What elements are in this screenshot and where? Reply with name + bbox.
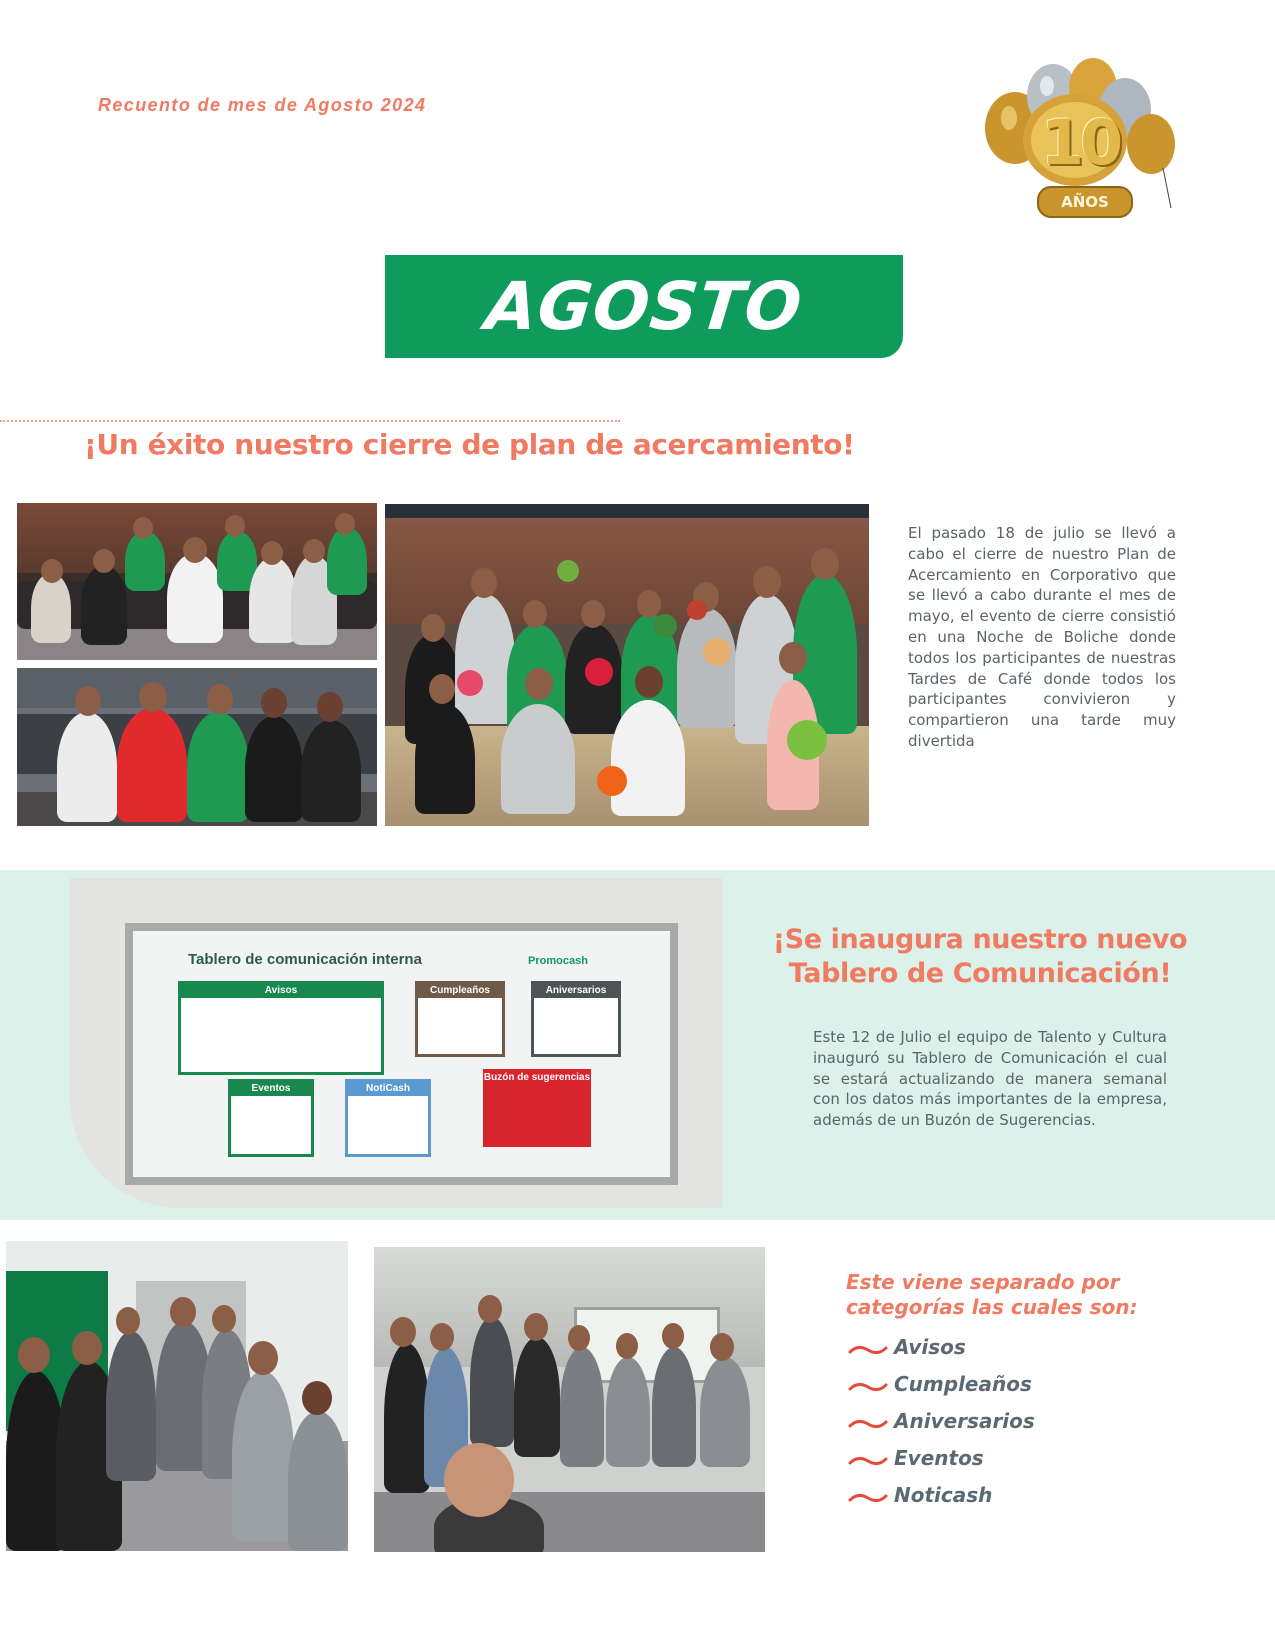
board-panel-aniversarios-caption: Aniversarios [534,984,618,998]
wave-bullet-icon [848,1344,888,1356]
board-inauguration-photo-1 [6,1241,348,1551]
month-banner [385,255,903,358]
recap-title: Recuento de mes de Agosto 2024 [98,95,427,115]
section-divider [0,420,620,422]
anniversary-number: 10 [1040,106,1120,179]
board-brand: Promocash [528,955,588,967]
bowling-group-photo-main [385,504,869,826]
wave-bullet-icon [848,1455,888,1467]
section3-heading: Este viene separado por categorías las cuales son: [846,1270,1138,1319]
board-panel-avisos [178,981,384,1075]
board-inauguration-photo-2 [374,1247,765,1552]
category-label: Aniversarios [894,1409,1035,1433]
list-item [848,1483,1148,1513]
board-frame [125,923,678,1185]
category-label: Cumpleaños [894,1372,1032,1396]
category-label: Eventos [894,1446,984,1470]
section1-heading: ¡Un éxito nuestro cierre de plan de acercamiento! [84,428,855,461]
list-item [848,1372,1148,1402]
list-item [848,1446,1148,1476]
wave-bullet-icon [848,1418,888,1430]
section2-heading: ¡Se inaugura nuestro nuevo Tablero de Comunicación! [772,924,1188,989]
board-mailbox-caption: Buzón de sugerencias [483,1072,591,1083]
bowling-group-photo-1 [17,503,377,660]
category-label: Avisos [894,1335,966,1359]
board-panel-eventos-caption: Eventos [231,1082,311,1096]
communication-board-photo [70,878,722,1208]
wave-bullet-icon [848,1381,888,1393]
list-item [848,1335,1148,1365]
board-mailbox [483,1069,591,1147]
category-label: Noticash [894,1483,993,1507]
bowling-group-photo-2 [17,668,377,826]
anniversary-badge [975,58,1185,218]
wave-bullet-icon [848,1492,888,1504]
board-title: Tablero de comunicación interna [188,951,422,968]
board-panel-noticash [345,1079,431,1157]
anniversary-label: AÑOS [1037,186,1133,218]
board-panel-avisos-caption: Avisos [181,984,381,998]
section2-body: Este 12 de Julio el equipo de Talento y Cultura inauguró su Tablero de Comunicación el cual se estará actualizando de manera semanal con los datos más importantes de la empresa, además de un Buzón de Sugerencias. [813,1028,1167,1130]
board-panel-aniversarios [531,981,621,1057]
board-panel-cumpleanos-caption: Cumpleaños [418,984,502,998]
list-item [848,1409,1148,1439]
board-panel-eventos [228,1079,314,1157]
board-panel-cumpleanos [415,981,505,1057]
board-panel-noticash-caption: NotiCash [348,1082,428,1096]
section1-body: El pasado 18 de julio se llevó a cabo el cierre de nuestro Plan de Acercamiento en Corporativo que se llevó a cabo durante el mes de mayo, el evento de cierre consistió en una Noche de Boliche donde todos los participantes de nuestras Tardes de Café donde todos los participantes convivieron y compartieron una tarde muy divertida [908,524,1176,750]
month-banner-text: AGOSTO [481,268,807,345]
